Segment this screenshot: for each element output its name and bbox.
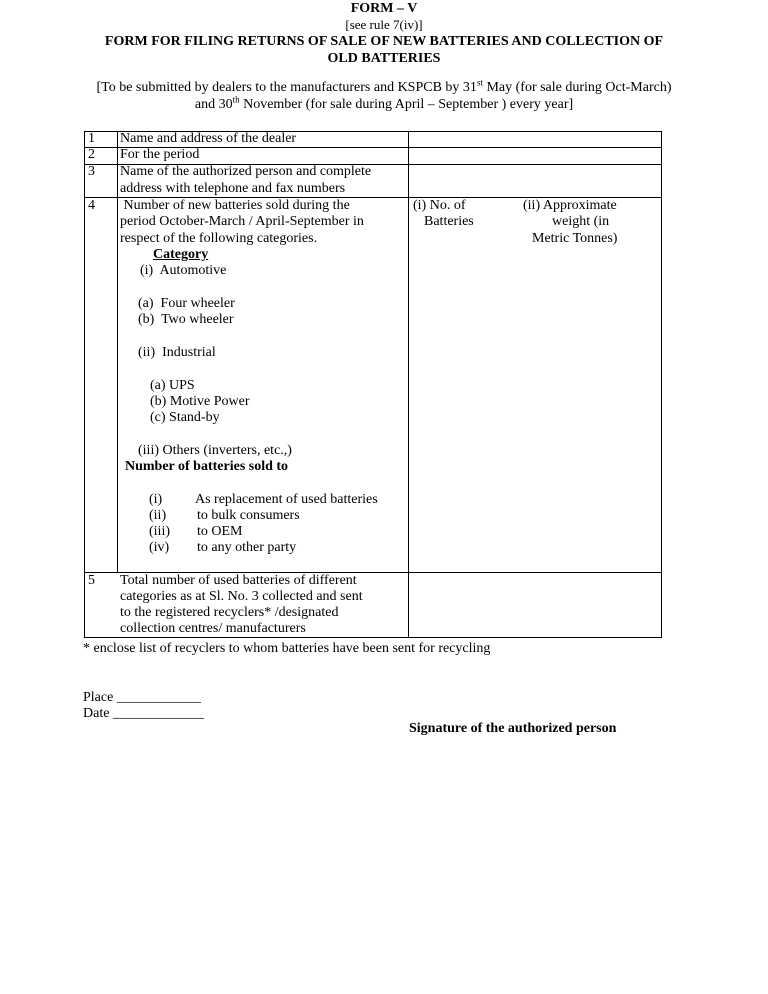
new-batteries-label-3: respect of the following categories. [120,231,318,246]
used-batteries-label-2: categories as at Sl. No. 3 collected and sent [120,589,363,604]
number-column-divider [117,131,118,572]
row-number: 5 [88,573,95,588]
signature-label: Signature of the authorized person [409,721,617,736]
rule-reference: [see rule 7(iv)] [345,17,423,32]
note-sup: th [232,94,240,105]
period-label: For the period [120,147,200,162]
new-batteries-label-1: Number of new batteries sold during the [120,198,350,213]
sold-to-number: (ii) [149,508,167,523]
col-header-weight-1: (ii) Approximate [523,198,617,213]
category-others: (iii) Others (inverters, etc.,) [138,443,292,458]
note-sup: st [476,77,483,88]
table-border-left [84,131,85,638]
used-batteries-label-4: collection centres/ manufacturers [120,621,306,636]
form-title: FORM – V [350,1,418,16]
row-number: 3 [88,164,95,179]
note-text: May (for sale during Oct-March) [482,80,672,95]
sold-to-number: (i) [149,492,163,507]
dealer-name-label: Name and address of the dealer [120,131,297,146]
sold-to-text: to OEM [197,524,243,539]
sold-to-text: As replacement of used batteries [195,492,378,507]
row-number: 1 [88,131,95,146]
sold-to-number: (iii) [149,524,170,539]
row-number: 4 [88,198,95,213]
main-title-line-2: OLD BATTERIES [327,51,441,66]
table-border-right [661,131,662,638]
category-industrial: (ii) Industrial [138,345,216,360]
note-text: and 30 [194,97,233,112]
category-two-wheeler: (b) Two wheeler [138,312,234,327]
note-text: [To be submitted by dealers to the manufacturers and KSPCB by 31 [96,80,477,95]
submission-note [0,79,768,113]
category-motive-power: (b) Motive Power [150,394,250,409]
main-title [0,33,768,67]
category-automotive: (i) Automotive [140,263,227,278]
used-batteries-label-1: Total number of used batteries of different [120,573,357,588]
sold-to-text: to bulk consumers [197,508,300,523]
row-number: 2 [88,147,95,162]
new-batteries-label-2: period October-March / April-September in [120,214,364,229]
category-stand-by: (c) Stand-by [150,410,220,425]
used-batteries-label-3: to the registered recyclers* /designated [120,605,339,620]
place-field: Place ____________ [83,690,201,705]
main-title-line-1: FORM FOR FILING RETURNS OF SALE OF NEW BATTERIES AND COLLECTION OF [104,34,664,49]
date-field: Date _____________ [83,706,204,721]
category-four-wheeler: (a) Four wheeler [138,296,235,311]
value-column-divider [408,131,409,638]
submission-note-line-2 [0,96,768,113]
sold-to-text: to any other party [197,540,297,555]
category-ups: (a) UPS [150,378,195,393]
authorized-person-label-1: Name of the authorized person and complete [120,164,372,179]
authorized-person-label-2: address with telephone and fax numbers [120,181,346,196]
category-heading: Category [153,247,209,262]
footnote: * enclose list of recyclers to whom batteries have been sent for recycling [83,641,491,656]
col-header-batteries-2: Batteries [424,214,474,229]
col-header-weight-3: Metric Tonnes) [532,231,618,246]
col-header-weight-2: weight (in [552,214,610,229]
submission-note-line-1 [0,79,768,96]
col-header-batteries-1: (i) No. of [413,198,466,213]
sold-to-heading: Number of batteries sold to [125,459,289,474]
note-text: November (for sale during April – September ) every year] [239,97,574,112]
sold-to-number: (iv) [149,540,170,555]
